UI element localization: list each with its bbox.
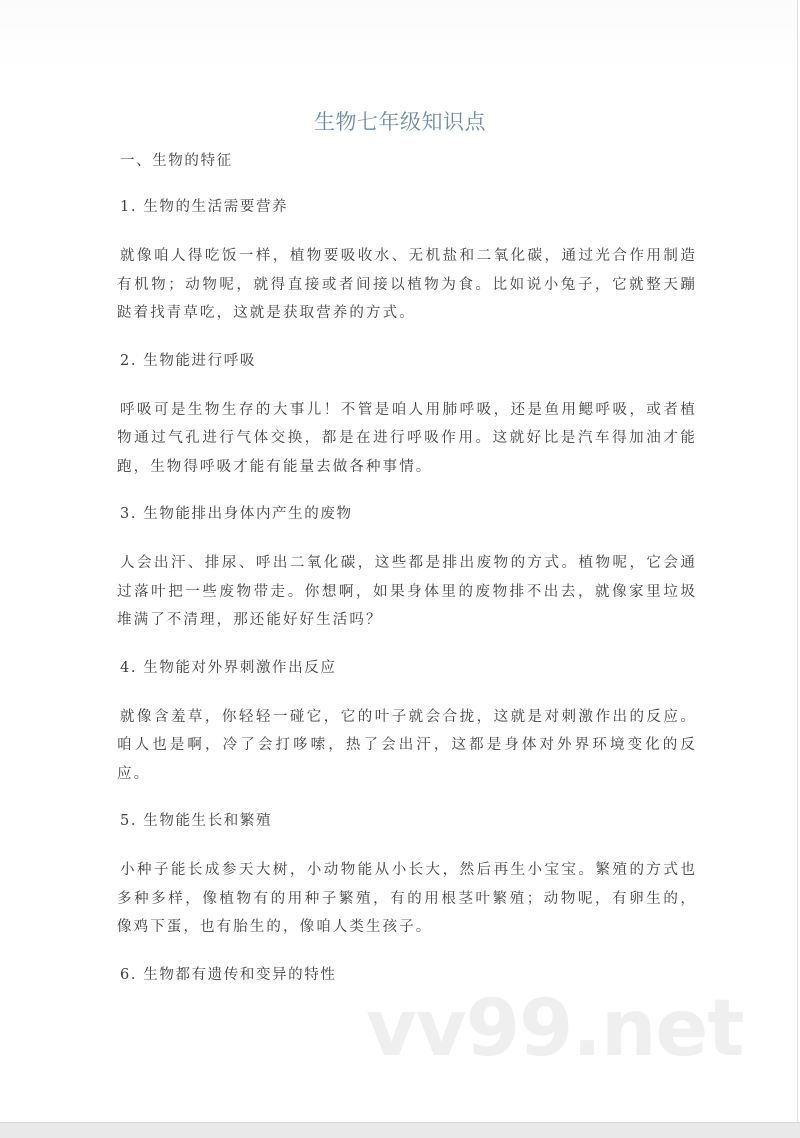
watermark: vv99.net — [366, 984, 744, 1074]
page-top-margin — [0, 0, 797, 70]
item-heading-6: 6. 生物都有遗传和变异的特性 — [120, 966, 337, 983]
item-paragraph-1: 就像咱人得吃饭一样，植物要吸收水、无机盐和二氧化碳，通过光合作用制造有机物；动物呢，就得直接或者间接以植物为食。比如说小兔子，它就整天蹦跶着找青草吃，这就是获取营养的方式。 — [117, 248, 697, 321]
item-heading-5: 5. 生物能生长和繁殖 — [120, 813, 273, 829]
item-heading-4: 4. 生物能对外界刺激作出反应 — [120, 659, 337, 676]
document-content — [117, 150, 697, 1010]
item-heading-3: 3. 生物能排出身体内产生的废物 — [120, 506, 353, 522]
item-heading-1: 1. 生物的生活需要营养 — [120, 199, 289, 215]
item-heading-2: 2. 生物能进行呼吸 — [120, 352, 256, 369]
item-paragraph-5: 小种子能长成参天大树，小动物能从小长大，然后再生小宝宝。繁殖的方式也多种多样，像植物有的用种子繁殖，有的用根茎叶繁殖；动物呢，有卵生的，像鸡下蛋，也有胎生的，像咱人类生孩子。 — [117, 862, 697, 935]
section-heading: 一、生物的特征 — [120, 153, 233, 169]
item-paragraph-3: 人会出汗、排尿、呼出二氧化碳，这些都是排出废物的方式。植物呢，它会通过落叶把一些废物带走。你想啊，如果身体里的废物排不出去，就像家里垃圾堆满了不清理，那还能好好生活吗？ — [117, 555, 697, 628]
item-paragraph-2: 呼吸可是生物生存的大事儿！不管是咱人用肺呼吸，还是鱼用鳃呼吸，或者植物通过气孔进行气体交换，都是在进行呼吸作用。这就好比是汽车得加油才能跑，生物得呼吸才能有能量去做各种事情。 — [117, 401, 697, 475]
item-paragraph-4: 就像含羞草，你轻轻一碰它，它的叶子就会合拢，这就是对刺激作出的反应。咱人也是啊，冷了会打哆嗦，热了会出汗，这都是身体对外界环境变化的反应。 — [117, 708, 697, 782]
page-bottom-edge — [0, 1122, 800, 1138]
document-title: 生物七年级知识点 — [314, 110, 486, 134]
